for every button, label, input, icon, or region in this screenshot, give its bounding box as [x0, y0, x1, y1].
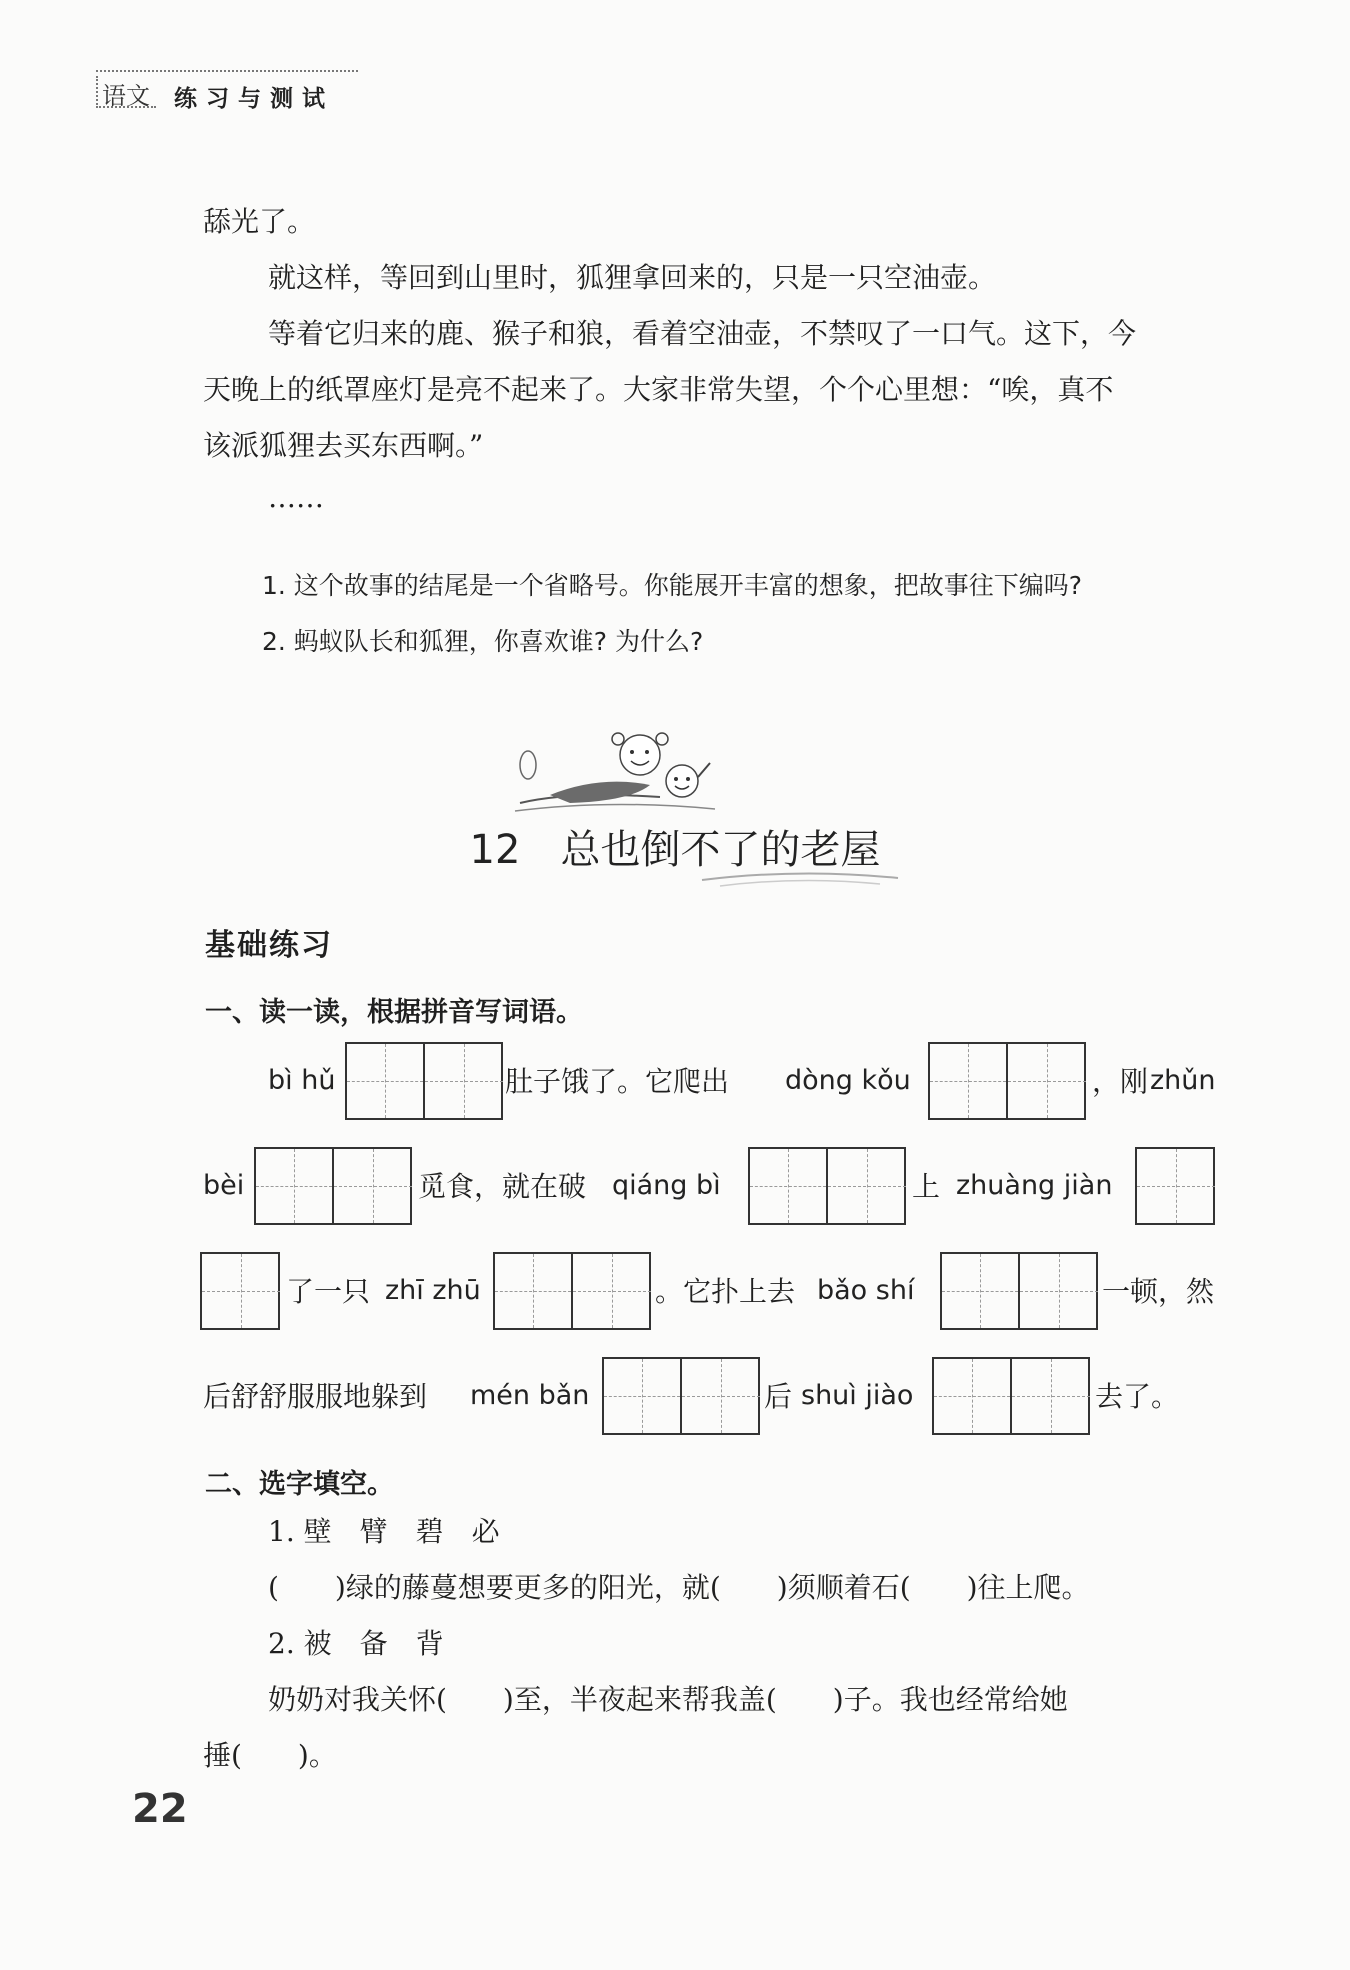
exercise-2-item-2-choices: 2. 被 备 背 — [268, 1627, 444, 1660]
exercise-1-heading: 一、读一读，根据拼音写词语。 — [205, 997, 583, 1028]
header-title: 练习与测试 — [174, 86, 334, 112]
exercise-2-item-1-sentence[interactable]: ( )绿的藤蔓想要更多的阳光，就( )须顺着石( )往上爬。 — [268, 1571, 1090, 1604]
pinyin-menban: mén bǎn — [470, 1380, 590, 1411]
pinyin-zhizhu: zhī zhū — [385, 1275, 481, 1306]
page-header — [96, 70, 358, 112]
pinyin-zhun: zhǔn — [1150, 1065, 1216, 1096]
pinyin-shuijiao: shuì jiào — [801, 1380, 914, 1411]
pinyin-dongkou: dòng kǒu — [785, 1065, 911, 1096]
answer-box-dongkou[interactable] — [928, 1042, 1086, 1120]
kids-illustration-icon — [510, 725, 720, 820]
story-line-4: 天晚上的纸罩座灯是亮不起来了。大家非常失望，个个心里想：“唉，真不 — [203, 373, 1114, 406]
row4-text-2: 后 — [764, 1380, 793, 1413]
pinyin-zhuangjian: zhuàng jiàn — [956, 1170, 1113, 1201]
answer-box-zhunbei[interactable] — [254, 1147, 412, 1225]
question-1: 1. 这个故事的结尾是一个省略号。你能展开丰富的想象，把故事往下编吗? — [262, 571, 1083, 600]
answer-box-shuijiao[interactable] — [932, 1357, 1090, 1435]
pinyin-baoshi: bǎo shí — [817, 1275, 915, 1306]
title-swoosh-icon — [700, 860, 900, 890]
pinyin-bei: bèi — [203, 1170, 245, 1201]
story-line-1: 舔光了。 — [203, 205, 316, 238]
exercise-2-item-1-choices: 1. 壁 臂 碧 必 — [268, 1515, 500, 1548]
row1-text-1: 肚子饿了。它爬出 — [505, 1065, 730, 1098]
row3-text-1: 了一只 — [286, 1275, 371, 1308]
row3-text-2: 。它扑上去 — [655, 1275, 796, 1308]
row3-text-3: 一顿，然 — [1102, 1275, 1215, 1308]
row2-text-2: 上 — [912, 1170, 941, 1203]
exercise-2-item-2-sentence-b[interactable]: 捶( )。 — [203, 1739, 337, 1772]
story-line-3: 等着它归来的鹿、猴子和狼，看着空油壶，不禁叹了一口气。这下，今 — [268, 317, 1137, 350]
lesson-title — [0, 818, 1350, 875]
story-ellipsis: …… — [268, 481, 324, 514]
exercise-2-item-2-sentence-a[interactable]: 奶奶对我关怀( )至，半夜起来帮我盖( )子。我也经常给她 — [268, 1683, 1068, 1716]
story-line-2: 就这样，等回到山里时，狐狸拿回来的，只是一只空油壶。 — [268, 261, 997, 294]
section-title: 基础练习 — [205, 928, 333, 963]
row4-text-1: 后舒舒服服地躲到 — [203, 1380, 428, 1413]
row2-text-1: 觅食，就在破 — [418, 1170, 587, 1203]
answer-box-zhuangjian-2[interactable] — [200, 1252, 280, 1330]
answer-box-qiangbi[interactable] — [748, 1147, 906, 1225]
row4-text-3: 去了。 — [1095, 1380, 1180, 1413]
story-line-5: 该派狐狸去买东西啊。” — [203, 429, 484, 462]
lesson-number: 12 — [469, 827, 521, 873]
question-2: 2. 蚂蚁队长和狐狸，你喜欢谁? 为什么? — [262, 627, 704, 656]
pinyin-qiangbi: qiáng bì — [612, 1170, 721, 1201]
lesson-name: 总也倒不了的老屋 — [560, 827, 881, 873]
page-number: 22 — [132, 1786, 188, 1832]
header-subject: 语文 — [96, 76, 156, 108]
pinyin-bihu: bì hǔ — [268, 1065, 336, 1096]
answer-box-zhizhu[interactable] — [493, 1252, 651, 1330]
answer-box-zhuangjian-1[interactable] — [1135, 1147, 1215, 1225]
answer-box-bihu[interactable] — [345, 1042, 503, 1120]
answer-box-menban[interactable] — [602, 1357, 760, 1435]
row1-text-2: ，刚 — [1092, 1065, 1149, 1098]
answer-box-baoshi[interactable] — [940, 1252, 1098, 1330]
exercise-2-heading: 二、选字填空。 — [205, 1469, 394, 1500]
